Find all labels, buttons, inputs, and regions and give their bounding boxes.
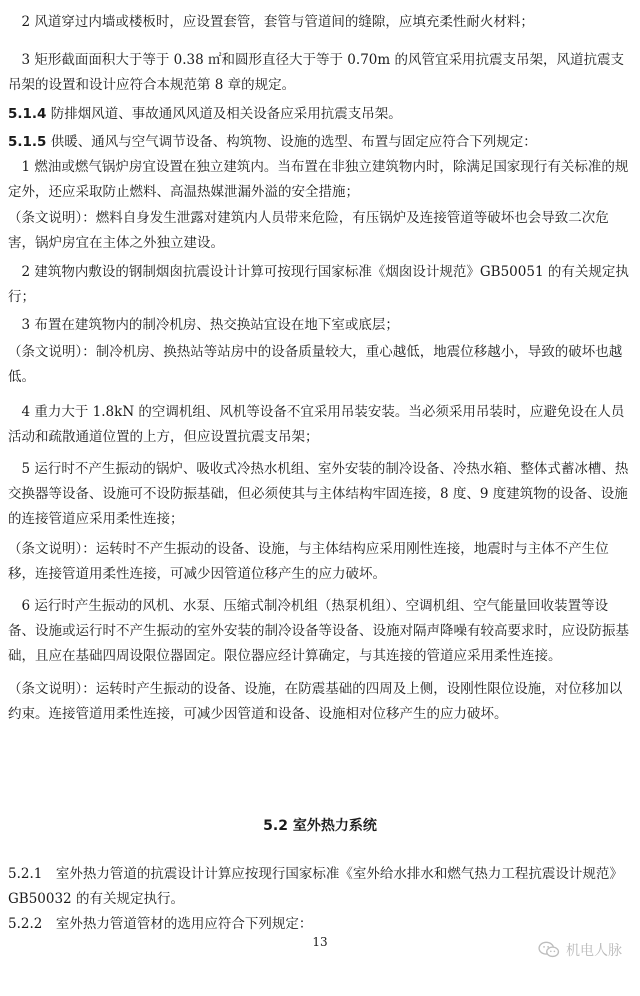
clause-number: 5.2.1 <box>8 866 43 882</box>
clause-paragraph <box>8 102 630 127</box>
clause-number: 5.1.5 <box>8 134 47 150</box>
clause-text: 室外热力管道管材的选用应符合下列规定： <box>42 916 313 932</box>
watermark <box>538 940 622 960</box>
paragraph: 1 燃油或燃气锅炉房宜设置在独立建筑内。当布置在非独立建筑物内时，除满足国家现行有关标准的规定外，还应采取防止燃料、高温热媒泄漏外溢的安全措施； <box>8 159 629 200</box>
section-title: 5.2 室外热力系统 <box>263 818 377 834</box>
clause-text: 供暖、通风与空气调节设备、构筑物、设施的选型、布置与固定应符合下列规定： <box>46 134 537 150</box>
paragraph: 2 风道穿过内墙或楼板时，应设置套管，套管与管道间的缝隙，应填充柔性耐火材料； <box>8 14 534 30</box>
paragraph: 6 运行时产生振动的风机、水泵、压缩式制冷机组（热泵机组）、空调机组、空气能量回收装置等设备、设施或运行时不产生振动的室外安装的制冷设备等设备、设施对隔声降噪有较高要求时，应设防振基础，且应在基础四周设限位器固定。限位器应经计算确定，与其连接的管道应采用柔性连接。 <box>8 598 629 664</box>
explanation-note: （条文说明）：制冷机房、换热站等站房中的设备质量较大，重心越低，地震位移越小，导致的破坏也越低。 <box>8 344 623 385</box>
clause-number: 5.1.4 <box>8 106 47 122</box>
paragraph: 3 布置在建筑物内的制冷机房、热交换站宜设在地下室或底层； <box>8 317 399 333</box>
clause-number: 5.2.2 <box>8 916 43 932</box>
wechat-icon <box>538 941 560 959</box>
page-number: 13 <box>312 935 328 949</box>
clause-paragraph <box>8 130 630 155</box>
paragraph: 4 重力大于 1.8kN 的空调机组、风机等设备不宜采用吊装安装。当必须采用吊装时，应避免设在人员活动和疏散通道位置的上方，但应设置抗震支吊架； <box>8 404 625 445</box>
clause-text: 室外热力管道的抗震设计计算应按现行国家标准《室外给水排水和燃气热力工程抗震设计规范》GB50032 的有关规定执行。 <box>8 866 623 907</box>
paragraph: 5 运行时不产生振动的锅炉、吸收式冷热水机组、室外安装的制冷设备、冷热水箱、整体式蓄冰槽、热交换器等设备、设施可不设防振基础，但必须使其与主体结构牢固连接，8 度、9 度建筑物的设备、设施的连接管道应采用柔性连接； <box>8 461 629 527</box>
explanation-note: （条文说明）：运转时产生振动的设备、设施，在防震基础的四周及上侧，设刚性限位设施，对位移加以约束。连接管道用柔性连接，可减少因管道和设备、设施相对位移产生的应力破坏。 <box>8 681 623 722</box>
explanation-note: （条文说明）：燃料自身发生泄露对建筑内人员带来危险，有压锅炉及连接管道等破坏也会导致二次危害，锅炉房宜在主体之外独立建设。 <box>8 210 609 251</box>
watermark-label: 机电人脉 <box>566 943 622 959</box>
explanation-note: （条文说明）：运转时不产生振动的设备、设施，与主体结构应采用刚性连接，地震时与主体不产生位移，连接管道用柔性连接，可减少因管道位移产生的应力破坏。 <box>8 541 609 582</box>
paragraph: 3 矩形截面面积大于等于 0.38 ㎡和圆形直径大于等于 0.70m 的风管宜采用抗震支吊架，风道抗震支吊架的设置和设计应符合本规范第 8 章的规定。 <box>8 52 624 93</box>
clause-text: 防排烟风道、事故通风风道及相关设备应采用抗震支吊架。 <box>46 106 402 122</box>
clause-paragraph <box>8 862 630 912</box>
clause-paragraph <box>8 912 630 937</box>
paragraph: 2 建筑物内敷设的钢制烟囱抗震设计计算可按现行国家标准《烟囱设计规范》GB50051 的有关规定执行； <box>8 264 629 305</box>
